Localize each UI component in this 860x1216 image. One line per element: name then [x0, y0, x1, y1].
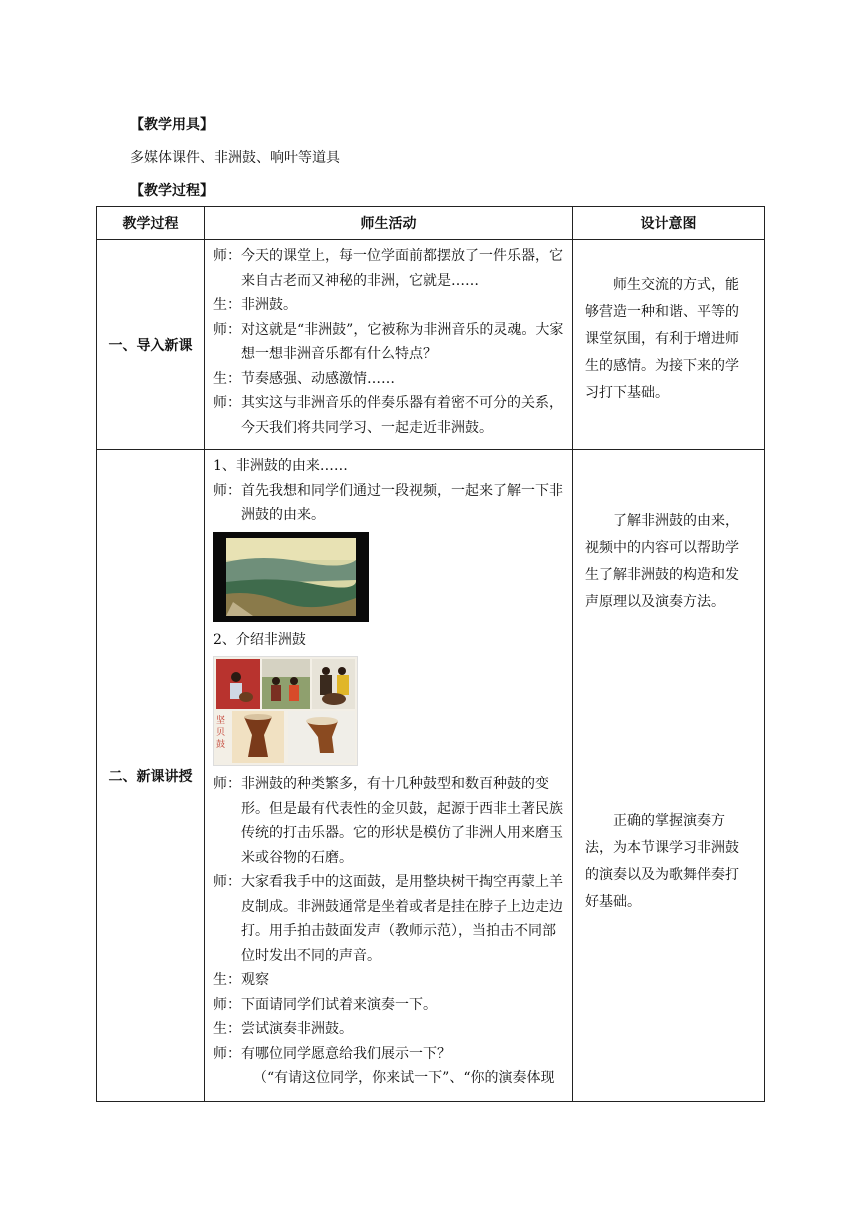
dialogue-line — [213, 367, 566, 392]
dialogue-text: 下面请同学们试着来演奏一下。 — [241, 996, 437, 1013]
landscape-image — [213, 532, 369, 622]
dialogue-text: 尝试演奏非洲鼓。 — [241, 1021, 353, 1037]
collage-label: 坚贝鼓 — [216, 716, 226, 750]
design-intro: 师生交流的方式，能够营造一种和谐、平等的课堂氛围，有利于增进师生的感情。为接下来的学习打下基础。 — [573, 240, 765, 450]
speaker: 生： — [213, 972, 241, 988]
dialogue-text: 其实这与非洲音乐的伴奏乐器有着密不可分的关系，今天我们将共同学习、一起走近非洲鼓。 — [241, 395, 563, 436]
activity-intro — [205, 240, 573, 450]
header-design: 设计意图 — [573, 207, 765, 240]
speaker: 师： — [213, 395, 241, 411]
speaker: 师： — [213, 874, 241, 890]
speaker: 师： — [213, 996, 241, 1013]
dialogue-text: 有哪位同学愿意给我们展示一下？ — [241, 1045, 451, 1062]
design-note-technique: 正确的掌握演奏方法，为本节课学习非洲鼓的演奏以及为歌舞伴奏打好基础。 — [585, 813, 739, 910]
header-stage: 教学过程 — [97, 207, 205, 240]
dialogue-line — [213, 479, 566, 528]
dialogue-text: 对这就是“非洲鼓”，它被称为非洲音乐的灵魂。大家想一想非洲音乐都有什么特点？ — [241, 321, 564, 362]
dialogue-text: 大家看我手中的这面鼓，是用整块树干掏空再蒙上羊皮制成。非洲鼓通常是坐着或者是挂在脖子上边走边打。用手拍击鼓面发声（教师示范），当拍击不同部位时发出不同的声音。 — [241, 874, 563, 964]
stage-direction: （“有请这位同学，你来试一下”、“你的演奏体现 — [253, 1070, 555, 1086]
dialogue-text: 观察 — [241, 972, 269, 988]
drum-photos-image — [214, 657, 357, 765]
table-row-new-lesson — [97, 450, 765, 1102]
table-row-intro — [97, 240, 765, 450]
speaker: 师： — [213, 321, 241, 338]
tools-content: 多媒体课件、非洲鼓、响叶等道具 — [130, 150, 340, 166]
stage-new-lesson: 二、新课讲授 — [97, 450, 205, 1102]
speaker: 生： — [213, 370, 241, 387]
dialogue-text: 首先我想和同学们通过一段视频，一起来了解一下非洲鼓的由来。 — [241, 482, 563, 523]
dialogue-line — [213, 391, 566, 440]
speaker: 师： — [213, 1045, 241, 1062]
dialogue-line — [213, 1042, 566, 1067]
lesson-table — [96, 206, 765, 1102]
table-header-row — [97, 207, 765, 240]
speaker: 师： — [213, 776, 241, 792]
list-item: 1、非洲鼓的由来…… — [213, 458, 348, 474]
video-thumbnail[interactable] — [213, 532, 566, 622]
speaker: 生： — [213, 1021, 241, 1037]
speaker: 师： — [213, 248, 241, 264]
dialogue-text: 节奏感强、动感激情…… — [241, 370, 395, 387]
dialogue-line — [213, 772, 566, 870]
dialogue-line — [213, 993, 566, 1018]
dialogue-text: 非洲鼓的种类繁多，有十几种鼓型和数百种鼓的变形。但是最有代表性的金贝鼓，起源于西非土著民族传统的打击乐器。它的形状是模仿了非洲人用来磨玉米或谷物的石磨。 — [241, 776, 563, 866]
dialogue-line — [213, 870, 566, 968]
header-activity: 师生活动 — [205, 207, 573, 240]
stage-intro: 一、导入新课 — [97, 240, 205, 450]
design-note-origin: 了解非洲鼓的由来，视频中的内容可以帮助学生了解非洲鼓的构造和发声原理以及演奏方法。 — [585, 513, 739, 610]
dialogue-line — [213, 244, 566, 293]
dialogue-text: 今天的课堂上，每一位学面前都摆放了一件乐器，它来自古老而又神秘的非洲，它就是…… — [241, 248, 563, 289]
design-new-lesson — [573, 450, 765, 1102]
activity-new-lesson — [205, 450, 573, 1102]
tools-heading: 【教学用具】 — [130, 117, 214, 133]
dialogue-line — [213, 293, 566, 318]
list-item: 2、介绍非洲鼓 — [213, 631, 306, 648]
process-heading: 【教学过程】 — [130, 183, 214, 199]
speaker: 生： — [213, 297, 241, 313]
dialogue-line — [213, 318, 566, 367]
dialogue-text: 非洲鼓。 — [241, 297, 297, 313]
dialogue-line — [213, 1017, 566, 1042]
drum-collage — [213, 656, 566, 766]
dialogue-line — [213, 968, 566, 993]
speaker: 师： — [213, 482, 241, 499]
